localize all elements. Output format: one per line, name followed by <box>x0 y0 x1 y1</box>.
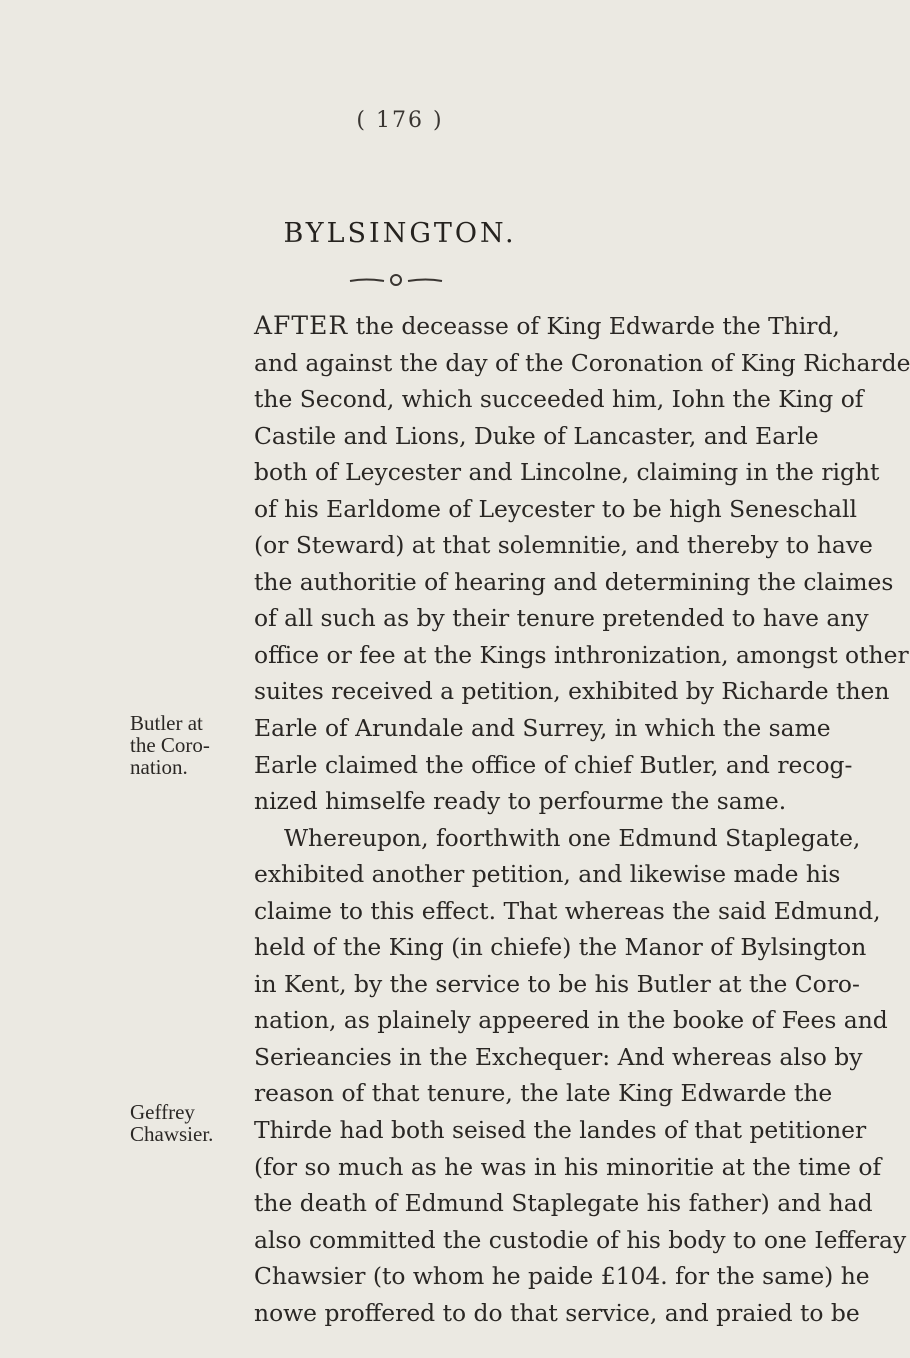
text-line: and against the day of the Coronation of King Richarde <box>254 348 910 377</box>
text-line: nowe proffered to do that service, and praied to be <box>254 1298 860 1327</box>
text-line: in Kent, by the service to be his Butler at the Coro- <box>254 969 860 998</box>
page-heading: BYLSINGTON. <box>283 218 517 249</box>
text-line: Castile and Lions, Duke of Lancaster, and Earle <box>254 421 819 450</box>
text-line: held of the King (in chiefe) the Manor of Bylsington <box>254 933 867 962</box>
ornament-divider-icon <box>346 270 446 290</box>
text-line: Thirde had both seised the landes of that petitioner <box>254 1116 867 1145</box>
text-line: Serieancies in the Exchequer: And whereas also by <box>254 1042 863 1071</box>
text-line: also committed the custodie of his body to one Iefferay <box>254 1225 907 1254</box>
opening-word: AFTER <box>254 311 349 340</box>
text-line: the authoritie of hearing and determining the claimes <box>254 567 894 596</box>
text-line: (for so much as he was in his minoritie at the time of <box>254 1152 882 1181</box>
text-line: the Second, which succeeded him, Iohn the King of <box>254 385 864 414</box>
margin-note-line: Chawsier. <box>130 1122 214 1146</box>
text-line: both of Leycester and Lincolne, claiming in the right <box>254 458 880 487</box>
text-line: suites received a petition, exhibited by Richarde then <box>254 677 890 706</box>
margin-note-line: Geffrey <box>130 1100 195 1124</box>
page-number: ( 176 ) <box>356 108 444 133</box>
text-line: of his Earldome of Leycester to be high Seneschall <box>254 494 857 523</box>
margin-note-line: the Coro- <box>130 733 210 757</box>
text-line: (or Steward) at that solemnitie, and thereby to have <box>254 531 873 560</box>
text-line: Chawsier (to whom he paide £104. for the same) he <box>254 1262 870 1291</box>
margin-note-geffrey <box>130 1101 235 1145</box>
body-text <box>254 308 910 1331</box>
text-line: nized himselfe ready to perfourme the same. <box>254 787 787 816</box>
margin-note-line: nation. <box>130 755 188 779</box>
text-line: Whereupon, foorthwith one Edmund Staplegate, <box>284 823 861 852</box>
text-line: AFTER the deceasse of King Edwarde the Third, <box>254 311 840 340</box>
text-line: office or fee at the Kings inthronization, amongst other <box>254 640 909 669</box>
margin-note-butler <box>130 712 235 778</box>
text-line: Earle of Arundale and Surrey, in which the same <box>254 714 831 743</box>
text-line: claime to this effect. That whereas the said Edmund, <box>254 896 881 925</box>
margin-note-line: Butler at <box>130 711 203 735</box>
text-line: reason of that tenure, the late King Edwarde the <box>254 1079 833 1108</box>
text-line: of all such as by their tenure pretended to have any <box>254 604 869 633</box>
text-line: exhibited another petition, and likewise made his <box>254 860 841 889</box>
text-line: nation, as plainely appeered in the booke of Fees and <box>254 1006 888 1035</box>
text-line: Earle claimed the office of chief Butler, and recog- <box>254 750 853 779</box>
text-line: the death of Edmund Staplegate his father) and had <box>254 1189 873 1218</box>
